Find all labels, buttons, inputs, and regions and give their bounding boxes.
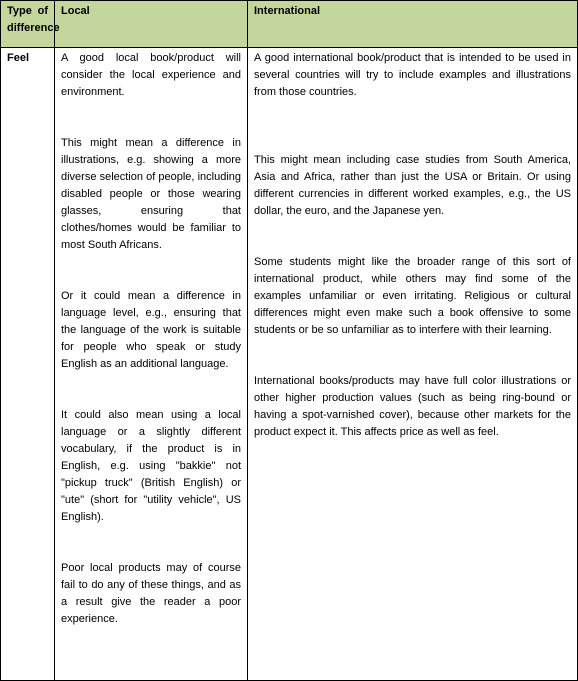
header-local: Local — [55, 1, 248, 48]
international-cell — [248, 48, 578, 681]
international-paragraph: A good international book/product that is intended to be used in several countries will try to include examples and illustrations from those countries. — [254, 52, 571, 98]
table-row — [1, 48, 578, 681]
local-paragraph: Poor local products may of course fail to do any of these things, and as a result give the reader a poor experience. — [61, 562, 241, 625]
international-paragraph: This might mean including case studies from South America, Asia and Africa, rather than just the USA or Britain. Or using different currencies in different worked examples, e.g., the US dollar, the euro, and the Japanese yen. — [254, 154, 571, 217]
international-paragraph: International books/products may have full color illustrations or other higher production values (such as being ring-bound or having a spot-varnished cover), because other markets for the product expect it. This affects price as well as feel. — [254, 375, 571, 438]
international-paragraph: Some students might like the broader range of this sort of international product, while others may find some of the examples unfamiliar or even irritating. Religious or cultural differences might even make such a book offensive to some students or be so unfamiliar as to interfere with their learning. — [254, 256, 571, 336]
header-type-of-difference: Type of difference — [1, 1, 55, 48]
local-paragraph: This might mean a difference in illustrations, e.g. showing a more diverse selection of people, including disabled people or those wearing glasses, ensuring that clothes/homes would be familiar to most South Africans. — [61, 137, 241, 251]
local-paragraph: A good local book/product will consider the local experience and environment. — [61, 52, 241, 98]
local-paragraph: It could also mean using a local language or a slightly different vocabulary, if the product is in English, e.g. using "bakkie" not "pickup truck" (British English) or "ute" (short for "utility vehicle", US English). — [61, 409, 241, 523]
local-paragraph: Or it could mean a difference in language level, e.g., ensuring that the language of the work is suitable for people who speak or study English as an additional language. — [61, 290, 241, 370]
header-international: International — [248, 1, 578, 48]
local-cell — [55, 48, 248, 681]
row-type-label: Feel — [1, 48, 55, 681]
header-row — [1, 1, 578, 48]
